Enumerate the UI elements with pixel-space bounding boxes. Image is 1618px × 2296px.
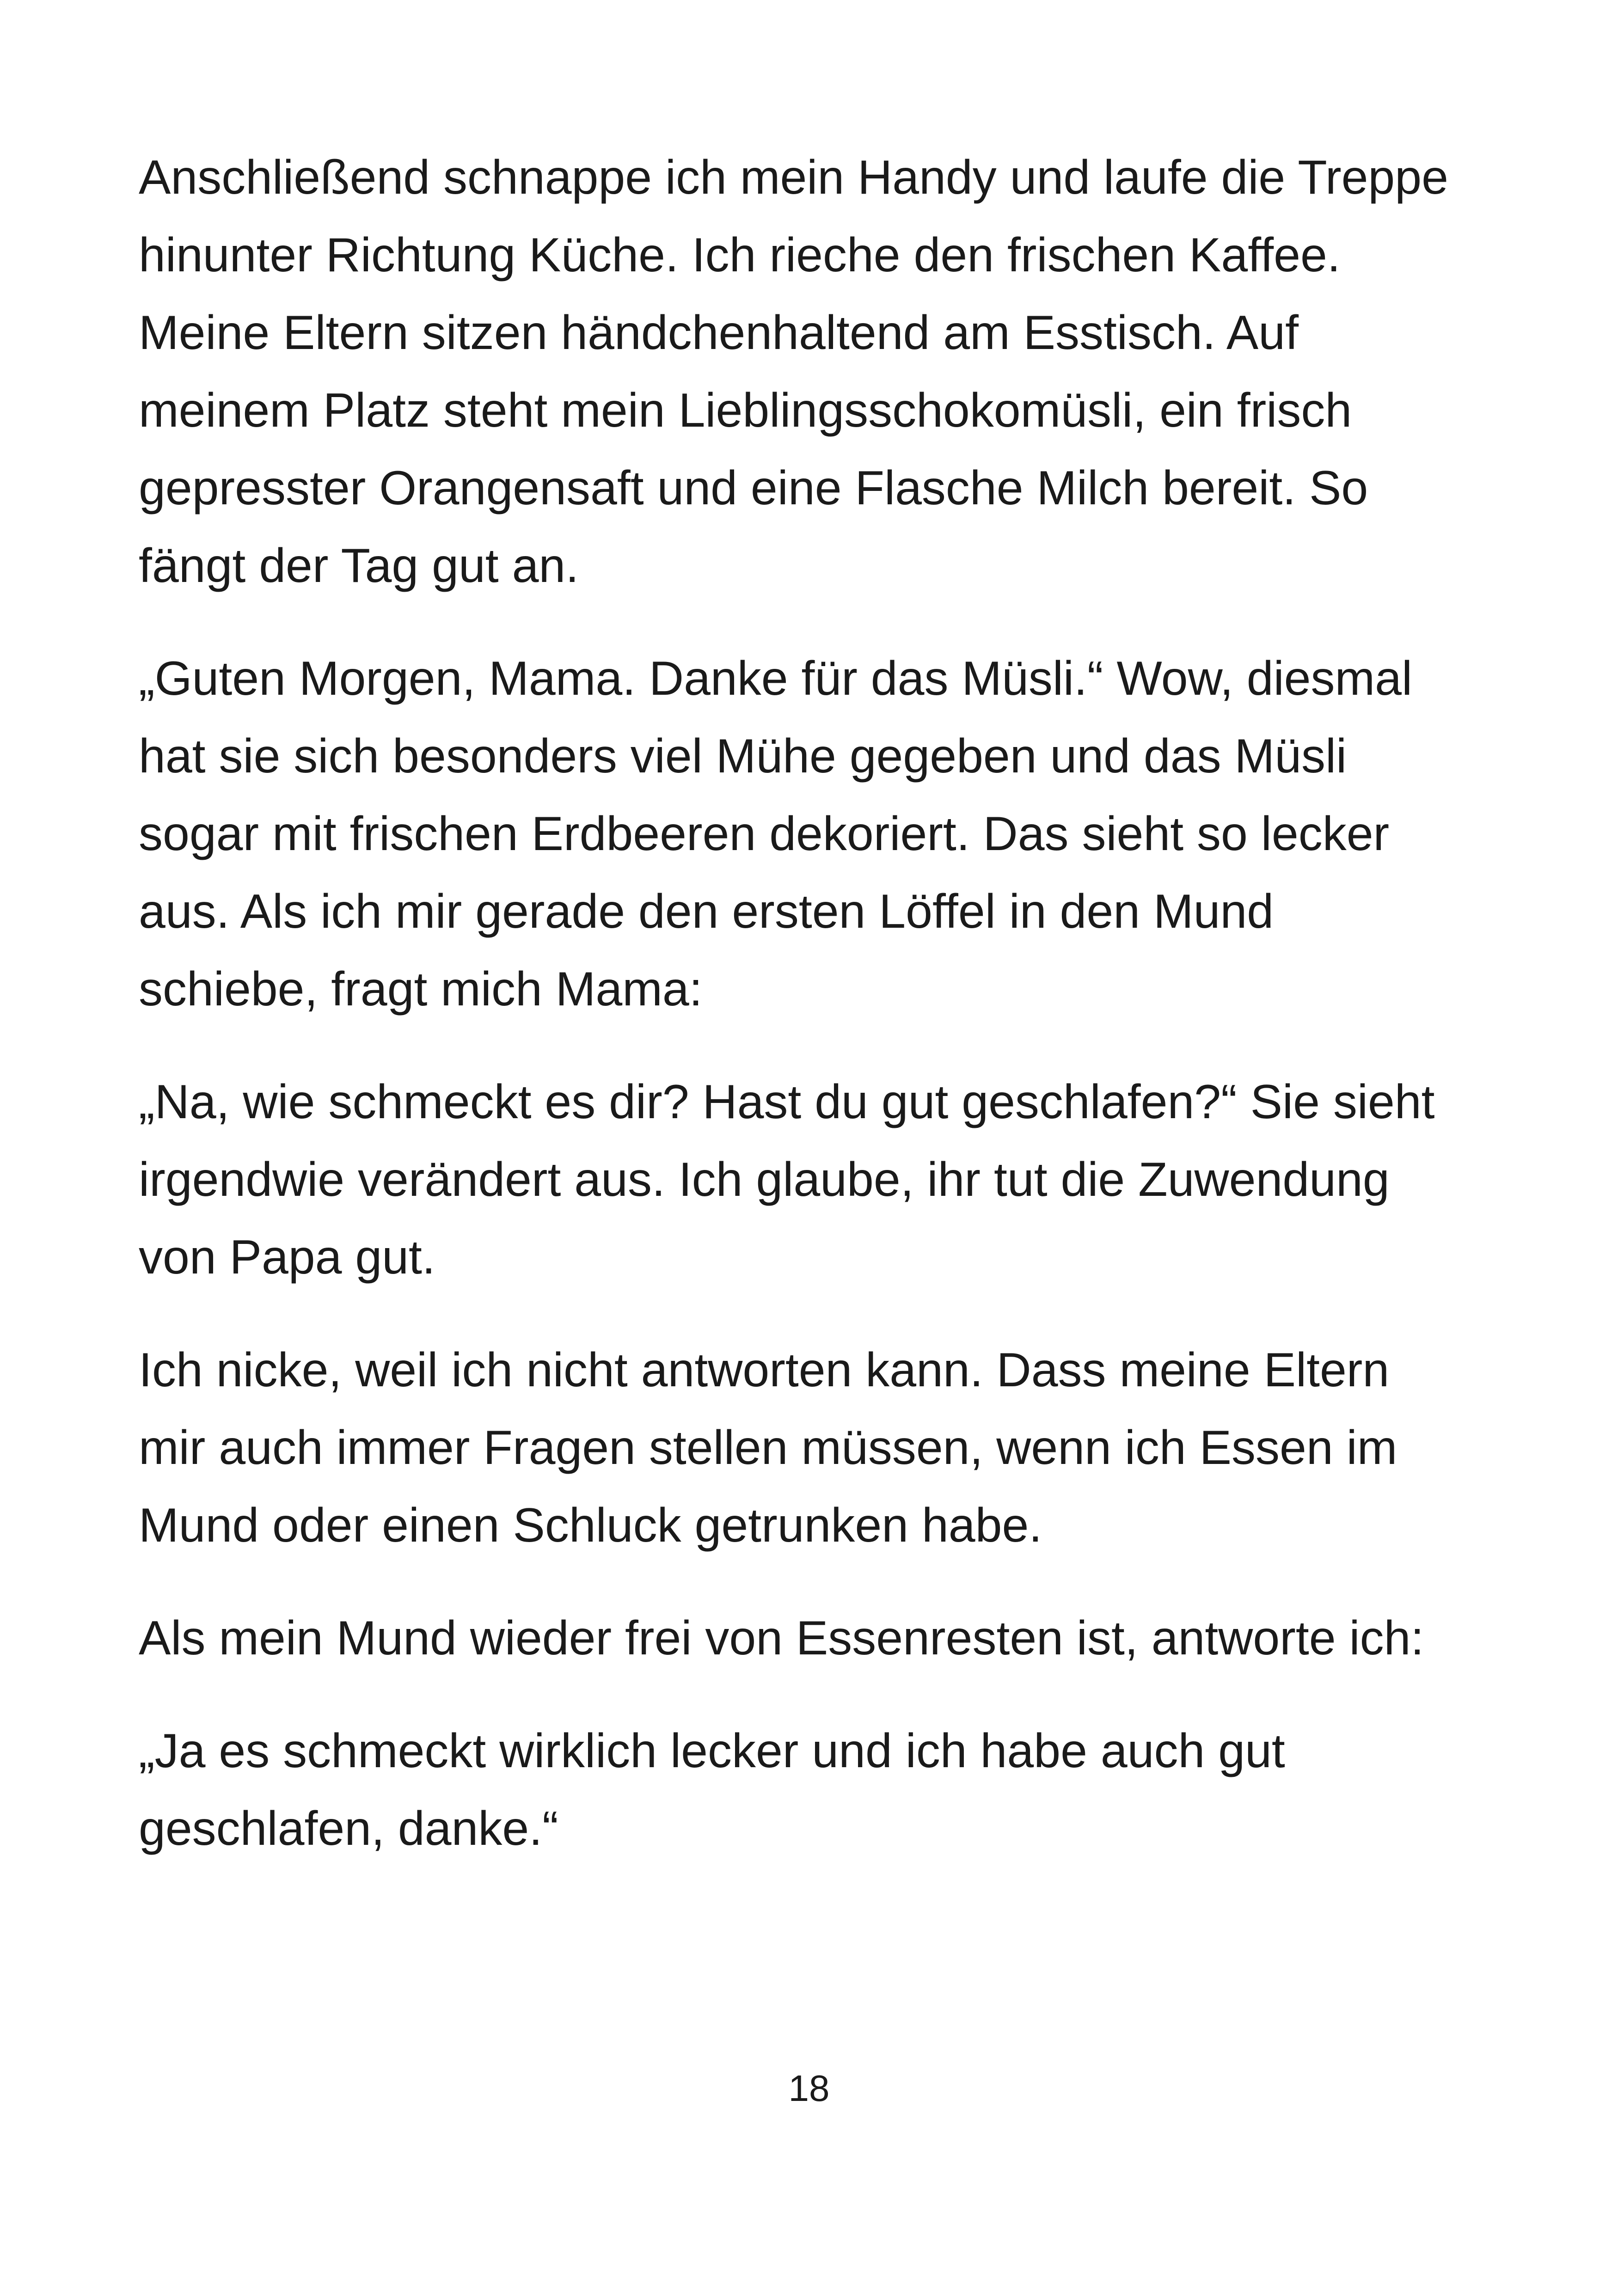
text-line: von Papa gut. xyxy=(139,1231,435,1284)
body-text xyxy=(139,139,1507,1903)
text-line: hinunter Richtung Küche. Ich rieche den frischen Kaffee. xyxy=(139,228,1341,282)
text-line: „Guten Morgen, Mama. Danke für das Müsli.“ Wow, diesmal xyxy=(139,652,1413,705)
text-line: fängt der Tag gut an. xyxy=(139,539,579,593)
text-line: „Na, wie schmeckt es dir? Hast du gut geschlafen?“ Sie sieht xyxy=(139,1075,1435,1129)
paragraph-6 xyxy=(139,1712,1507,1867)
text-line: „Ja es schmeckt wirklich lecker und ich habe auch gut xyxy=(139,1724,1285,1778)
text-line: Anschließend schnappe ich mein Handy und laufe die Treppe xyxy=(139,151,1448,204)
text-line: Meine Eltern sitzen händchenhaltend am Esstisch. Auf xyxy=(139,306,1299,360)
text-line: schiebe, fragt mich Mama: xyxy=(139,962,703,1016)
text-line: meinem Platz steht mein Lieblingsschokomüsli, ein frisch xyxy=(139,384,1352,437)
paragraph-3 xyxy=(139,1063,1507,1296)
text-line: gepresster Orangensaft und eine Flasche Milch bereit. So xyxy=(139,461,1368,515)
paragraph-4 xyxy=(139,1331,1507,1564)
text-line: geschlafen, danke.“ xyxy=(139,1802,558,1855)
paragraph-5 xyxy=(139,1599,1507,1677)
text-line: Ich nicke, weil ich nicht antworten kann. Dass meine Eltern xyxy=(139,1343,1390,1397)
text-line: irgendwie verändert aus. Ich glaube, ihr tut die Zuwendung xyxy=(139,1153,1390,1206)
text-line: mir auch immer Fragen stellen müssen, wenn ich Essen im xyxy=(139,1421,1397,1475)
text-line: sogar mit frischen Erdbeeren dekoriert. Das sieht so lecker xyxy=(139,807,1390,861)
paragraph-2 xyxy=(139,640,1507,1028)
text-line: Mund oder einen Schluck getrunken habe. xyxy=(139,1499,1042,1552)
paragraph-1 xyxy=(139,139,1507,605)
text-line: hat sie sich besonders viel Mühe gegeben und das Müsli xyxy=(139,729,1347,783)
page-number: 18 xyxy=(788,2068,830,2109)
text-line: Als mein Mund wieder frei von Essenresten ist, antworte ich: xyxy=(139,1611,1424,1665)
text-line: aus. Als ich mir gerade den ersten Löffel in den Mund xyxy=(139,885,1274,938)
